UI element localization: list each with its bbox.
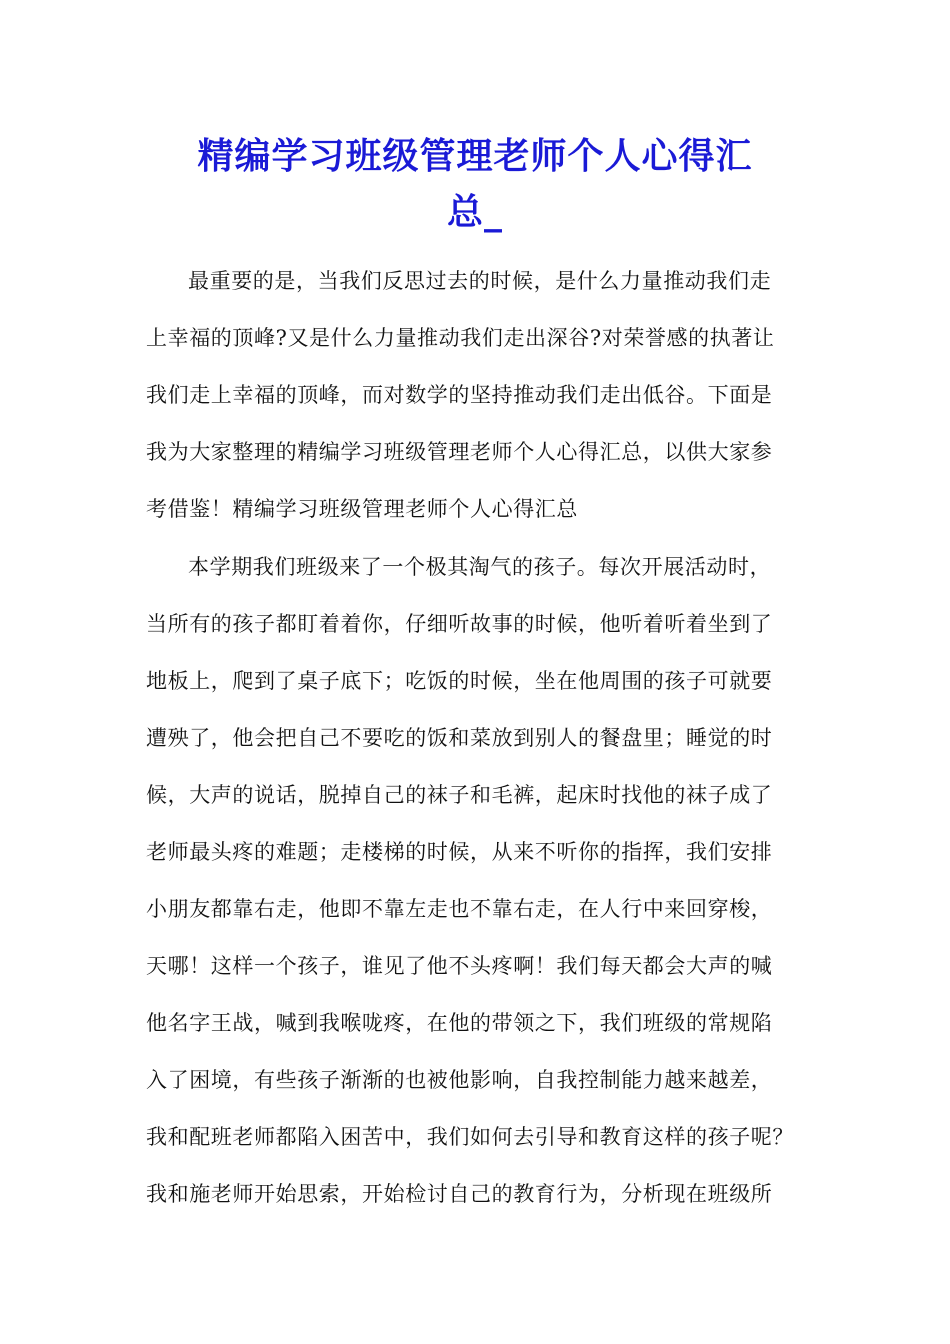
paragraph-2-line-11: 我和配班老师都陷入困苦中，我们如何去引导和教育这样的孩子呢？ bbox=[146, 1125, 794, 1149]
paragraph-2-line-1: 本学期我们班级来了一个极其淘气的孩子。每次开展活动时， bbox=[188, 555, 772, 579]
document-title bbox=[120, 128, 830, 240]
paragraph-2-line-10: 入了困境，有些孩子渐渐的也被他影响，自我控制能力越来越差， bbox=[146, 1068, 773, 1092]
paragraph-2-line-8: 天哪！这样一个孩子，谁见了他不头疼啊！我们每天都会大声的喊 bbox=[146, 954, 773, 978]
paragraph-2-line-12: 我和施老师开始思索，开始检讨自己的教育行为，分析现在班级所 bbox=[146, 1182, 773, 1206]
paragraph-2-line-9: 他名字王战，喊到我喉咙疼，在他的带领之下，我们班级的常规陷 bbox=[146, 1011, 773, 1035]
paragraph-2-line-3: 地板上，爬到了桌子底下；吃饭的时候，坐在他周围的孩子可就要 bbox=[146, 669, 773, 693]
paragraph-2-line-7: 小朋友都靠右走，他即不靠左走也不靠右走，在人行中来回穿梭， bbox=[146, 897, 773, 921]
title-line-1: 精编学习班级管理老师个人心得汇 bbox=[197, 135, 753, 177]
paragraph-1-line-5: 考借鉴！精编学习班级管理老师个人心得汇总 bbox=[146, 497, 578, 521]
paragraph-2-line-4: 遭殃了，他会把自己不要吃的饭和菜放到别人的餐盘里；睡觉的时 bbox=[146, 726, 773, 750]
paragraph-1-line-1: 最重要的是，当我们反思过去的时候，是什么力量推动我们走 bbox=[188, 269, 772, 293]
paragraph-1-line-2: 上幸福的顶峰?又是什么力量推动我们走出深谷?对荣誉感的执著让 bbox=[146, 326, 775, 350]
title-line-2: 总_ bbox=[446, 191, 503, 233]
paragraph-2-line-6: 老师最头疼的难题；走楼梯的时候，从来不听你的指挥，我们安排 bbox=[146, 840, 773, 864]
paragraph-1-line-3: 我们走上幸福的顶峰，而对数学的坚持推动我们走出低谷。下面是 bbox=[146, 383, 773, 407]
paragraph-2-line-2: 当所有的孩子都盯着着你，仔细听故事的时候，他听着听着坐到了 bbox=[146, 612, 773, 636]
paragraph-2-line-5: 候，大声的说话，脱掉自己的袜子和毛裤，起床时找他的袜子成了 bbox=[146, 783, 773, 807]
paragraph-1-line-4: 我为大家整理的精编学习班级管理老师个人心得汇总，以供大家参 bbox=[146, 440, 773, 464]
